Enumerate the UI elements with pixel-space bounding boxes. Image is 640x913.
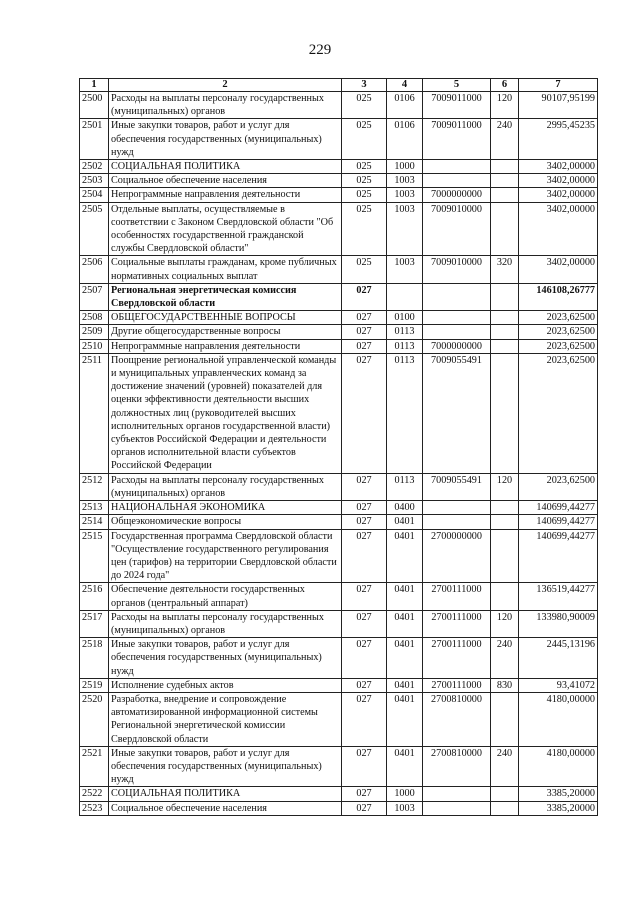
section-code: 0106 [387,92,423,119]
section-code: 1000 [387,160,423,174]
table-row [80,787,598,801]
target-article-code [423,174,491,188]
target-article-code: 2700111000 [423,610,491,637]
section-code: 0401 [387,515,423,529]
department-code: 027 [342,746,387,787]
amount: 133980,90009 [519,610,598,637]
target-article-code: 2700111000 [423,583,491,610]
target-article-code: 7000000000 [423,188,491,202]
table-body [80,92,598,816]
amount: 3402,00000 [519,174,598,188]
table-row [80,353,598,473]
amount: 4180,00000 [519,746,598,787]
department-code: 027 [342,610,387,637]
amount: 3402,00000 [519,188,598,202]
row-number: 2512 [80,473,109,500]
section-code: 1000 [387,787,423,801]
header-col-5: 5 [423,79,491,92]
section-code [387,283,423,310]
row-number: 2506 [80,256,109,283]
row-number: 2515 [80,529,109,583]
section-code: 0113 [387,325,423,339]
target-article-code: 7009055491 [423,473,491,500]
expense-type-code [491,353,519,473]
table-row [80,501,598,515]
amount: 136519,44277 [519,583,598,610]
expense-name: ОБЩЕГОСУДАРСТВЕННЫЕ ВОПРОСЫ [109,311,342,325]
expense-type-code: 120 [491,92,519,119]
section-code: 1003 [387,256,423,283]
row-number: 2508 [80,311,109,325]
section-code: 0113 [387,339,423,353]
amount: 93,41072 [519,678,598,692]
expense-name: СОЦИАЛЬНАЯ ПОЛИТИКА [109,787,342,801]
table-row [80,256,598,283]
expense-type-code [491,311,519,325]
target-article-code: 2700111000 [423,678,491,692]
expense-type-code [491,787,519,801]
target-article-code: 7009055491 [423,353,491,473]
expense-name: Исполнение судебных актов [109,678,342,692]
table-row [80,92,598,119]
row-number: 2513 [80,501,109,515]
department-code: 027 [342,678,387,692]
expense-name: Иные закупки товаров, работ и услуг для обеспечения государственных (муниципальных) нужд [109,746,342,787]
expense-name: Региональная энергетическая комиссия Свердловской области [109,283,342,310]
amount: 2995,45235 [519,119,598,160]
row-number: 2509 [80,325,109,339]
target-article-code [423,160,491,174]
row-number: 2518 [80,638,109,679]
expense-type-code [491,515,519,529]
row-number: 2521 [80,746,109,787]
row-number: 2510 [80,339,109,353]
expense-type-code [491,202,519,256]
amount: 2023,62500 [519,325,598,339]
expense-type-code [491,529,519,583]
table-row [80,610,598,637]
row-number: 2504 [80,188,109,202]
target-article-code [423,283,491,310]
amount: 140699,44277 [519,515,598,529]
department-code: 027 [342,787,387,801]
section-code: 0401 [387,529,423,583]
row-number: 2501 [80,119,109,160]
section-code: 0401 [387,638,423,679]
table-row [80,638,598,679]
table-row [80,515,598,529]
department-code: 027 [342,501,387,515]
expense-name: Непрограммные направления деятельности [109,188,342,202]
row-number: 2514 [80,515,109,529]
target-article-code: 7009011000 [423,119,491,160]
amount: 146108,26777 [519,283,598,310]
target-article-code: 7009011000 [423,92,491,119]
table-row [80,692,598,746]
table-row [80,473,598,500]
amount: 3402,00000 [519,202,598,256]
section-code: 0100 [387,311,423,325]
department-code: 025 [342,188,387,202]
department-code: 025 [342,202,387,256]
expense-name: Общеэкономические вопросы [109,515,342,529]
target-article-code: 2700000000 [423,529,491,583]
expense-type-code [491,174,519,188]
table-row [80,801,598,815]
section-code: 0401 [387,692,423,746]
department-code: 025 [342,174,387,188]
table-header-row [80,79,598,92]
expense-type-code: 240 [491,638,519,679]
department-code: 027 [342,529,387,583]
expense-name: Разработка, внедрение и сопровождение автоматизированной информационной системы Региональной энергетической комиссии Свердловской области [109,692,342,746]
table-row [80,160,598,174]
expense-name: Социальные выплаты гражданам, кроме публичных нормативных социальных выплат [109,256,342,283]
row-number: 2517 [80,610,109,637]
amount: 140699,44277 [519,501,598,515]
target-article-code: 7000000000 [423,339,491,353]
expense-type-code: 240 [491,119,519,160]
header-col-4: 4 [387,79,423,92]
expense-name: Расходы на выплаты персоналу государственных (муниципальных) органов [109,473,342,500]
section-code: 1003 [387,202,423,256]
header-col-2: 2 [109,79,342,92]
amount: 3402,00000 [519,256,598,283]
department-code: 025 [342,92,387,119]
section-code: 1003 [387,801,423,815]
table-row [80,119,598,160]
section-code: 0113 [387,353,423,473]
table-row [80,325,598,339]
expense-name: Расходы на выплаты персоналу государственных (муниципальных) органов [109,610,342,637]
table-row [80,583,598,610]
department-code: 027 [342,473,387,500]
expense-type-code: 120 [491,473,519,500]
expense-type-code [491,339,519,353]
expense-type-code [491,583,519,610]
section-code: 0106 [387,119,423,160]
section-code: 0400 [387,501,423,515]
expense-name: НАЦИОНАЛЬНАЯ ЭКОНОМИКА [109,501,342,515]
expense-name: Социальное обеспечение населения [109,801,342,815]
section-code: 0401 [387,746,423,787]
expense-type-code [491,692,519,746]
row-number: 2516 [80,583,109,610]
target-article-code: 2700810000 [423,692,491,746]
target-article-code [423,787,491,801]
section-code: 0401 [387,678,423,692]
expense-name: Социальное обеспечение населения [109,174,342,188]
department-code: 027 [342,583,387,610]
amount: 2023,62500 [519,311,598,325]
department-code: 027 [342,638,387,679]
section-code: 1003 [387,174,423,188]
amount: 90107,95199 [519,92,598,119]
target-article-code [423,311,491,325]
expense-type-code [491,188,519,202]
table-row [80,174,598,188]
target-article-code: 2700111000 [423,638,491,679]
department-code: 025 [342,256,387,283]
department-code: 025 [342,119,387,160]
table-row [80,188,598,202]
department-code: 027 [342,692,387,746]
expense-type-code [491,501,519,515]
row-number: 2511 [80,353,109,473]
expense-name: Непрограммные направления деятельности [109,339,342,353]
expense-name: Расходы на выплаты персоналу государственных (муниципальных) органов [109,92,342,119]
amount: 4180,00000 [519,692,598,746]
expense-type-code [491,325,519,339]
table-row [80,202,598,256]
section-code: 1003 [387,188,423,202]
target-article-code [423,325,491,339]
target-article-code: 7009010000 [423,202,491,256]
expense-type-code [491,160,519,174]
section-code: 0113 [387,473,423,500]
page-number: 229 [308,42,332,58]
header-col-7: 7 [519,79,598,92]
row-number: 2505 [80,202,109,256]
amount: 2023,62500 [519,339,598,353]
target-article-code [423,801,491,815]
header-col-6: 6 [491,79,519,92]
expense-name: Отдельные выплаты, осуществляемые в соответствии с Законом Свердловской области "Об особенностях государственной гражданской службы Свердловской области" [109,202,342,256]
expense-type-code: 830 [491,678,519,692]
amount: 3402,00000 [519,160,598,174]
expense-name: Обеспечение деятельности государственных органов (центральный аппарат) [109,583,342,610]
table-row [80,339,598,353]
department-code: 027 [342,801,387,815]
budget-table [79,78,598,816]
expense-type-code [491,801,519,815]
row-number: 2500 [80,92,109,119]
row-number: 2522 [80,787,109,801]
department-code: 027 [342,339,387,353]
expense-name: Иные закупки товаров, работ и услуг для обеспечения государственных (муниципальных) нужд [109,119,342,160]
department-code: 027 [342,353,387,473]
table-row [80,529,598,583]
row-number: 2503 [80,174,109,188]
row-number: 2507 [80,283,109,310]
amount: 3385,20000 [519,787,598,801]
target-article-code: 7009010000 [423,256,491,283]
row-number: 2519 [80,678,109,692]
expense-name: СОЦИАЛЬНАЯ ПОЛИТИКА [109,160,342,174]
table-row [80,678,598,692]
department-code: 027 [342,515,387,529]
department-code: 027 [342,283,387,310]
section-code: 0401 [387,610,423,637]
table-row [80,746,598,787]
amount: 3385,20000 [519,801,598,815]
expense-name: Другие общегосударственные вопросы [109,325,342,339]
department-code: 027 [342,311,387,325]
expense-type-code: 320 [491,256,519,283]
header-col-1: 1 [80,79,109,92]
expense-name: Поощрение региональной управленческой команды и муниципальных управленческих команд за достижение значений (уровней) показателей для оценки эффективности деятельности высших должностных лиц (руководителей высших исполнительных органов государственной власти) субъектов Российской Федерации и деятельности органов исполнительной власти субъектов Российской Федерации [109,353,342,473]
department-code: 025 [342,160,387,174]
expense-name: Иные закупки товаров, работ и услуг для обеспечения государственных (муниципальных) нужд [109,638,342,679]
row-number: 2520 [80,692,109,746]
department-code: 027 [342,325,387,339]
expense-type-code: 120 [491,610,519,637]
target-article-code [423,501,491,515]
expense-type-code: 240 [491,746,519,787]
amount: 2023,62500 [519,353,598,473]
expense-name: Государственная программа Свердловской области "Осуществление государственного регулирования цен (тарифов) на территории Свердловской области до 2024 года" [109,529,342,583]
target-article-code: 2700810000 [423,746,491,787]
header-col-3: 3 [342,79,387,92]
section-code: 0401 [387,583,423,610]
amount: 2445,13196 [519,638,598,679]
table-row [80,283,598,310]
target-article-code [423,515,491,529]
row-number: 2502 [80,160,109,174]
row-number: 2523 [80,801,109,815]
table-row [80,311,598,325]
amount: 2023,62500 [519,473,598,500]
expense-type-code [491,283,519,310]
amount: 140699,44277 [519,529,598,583]
